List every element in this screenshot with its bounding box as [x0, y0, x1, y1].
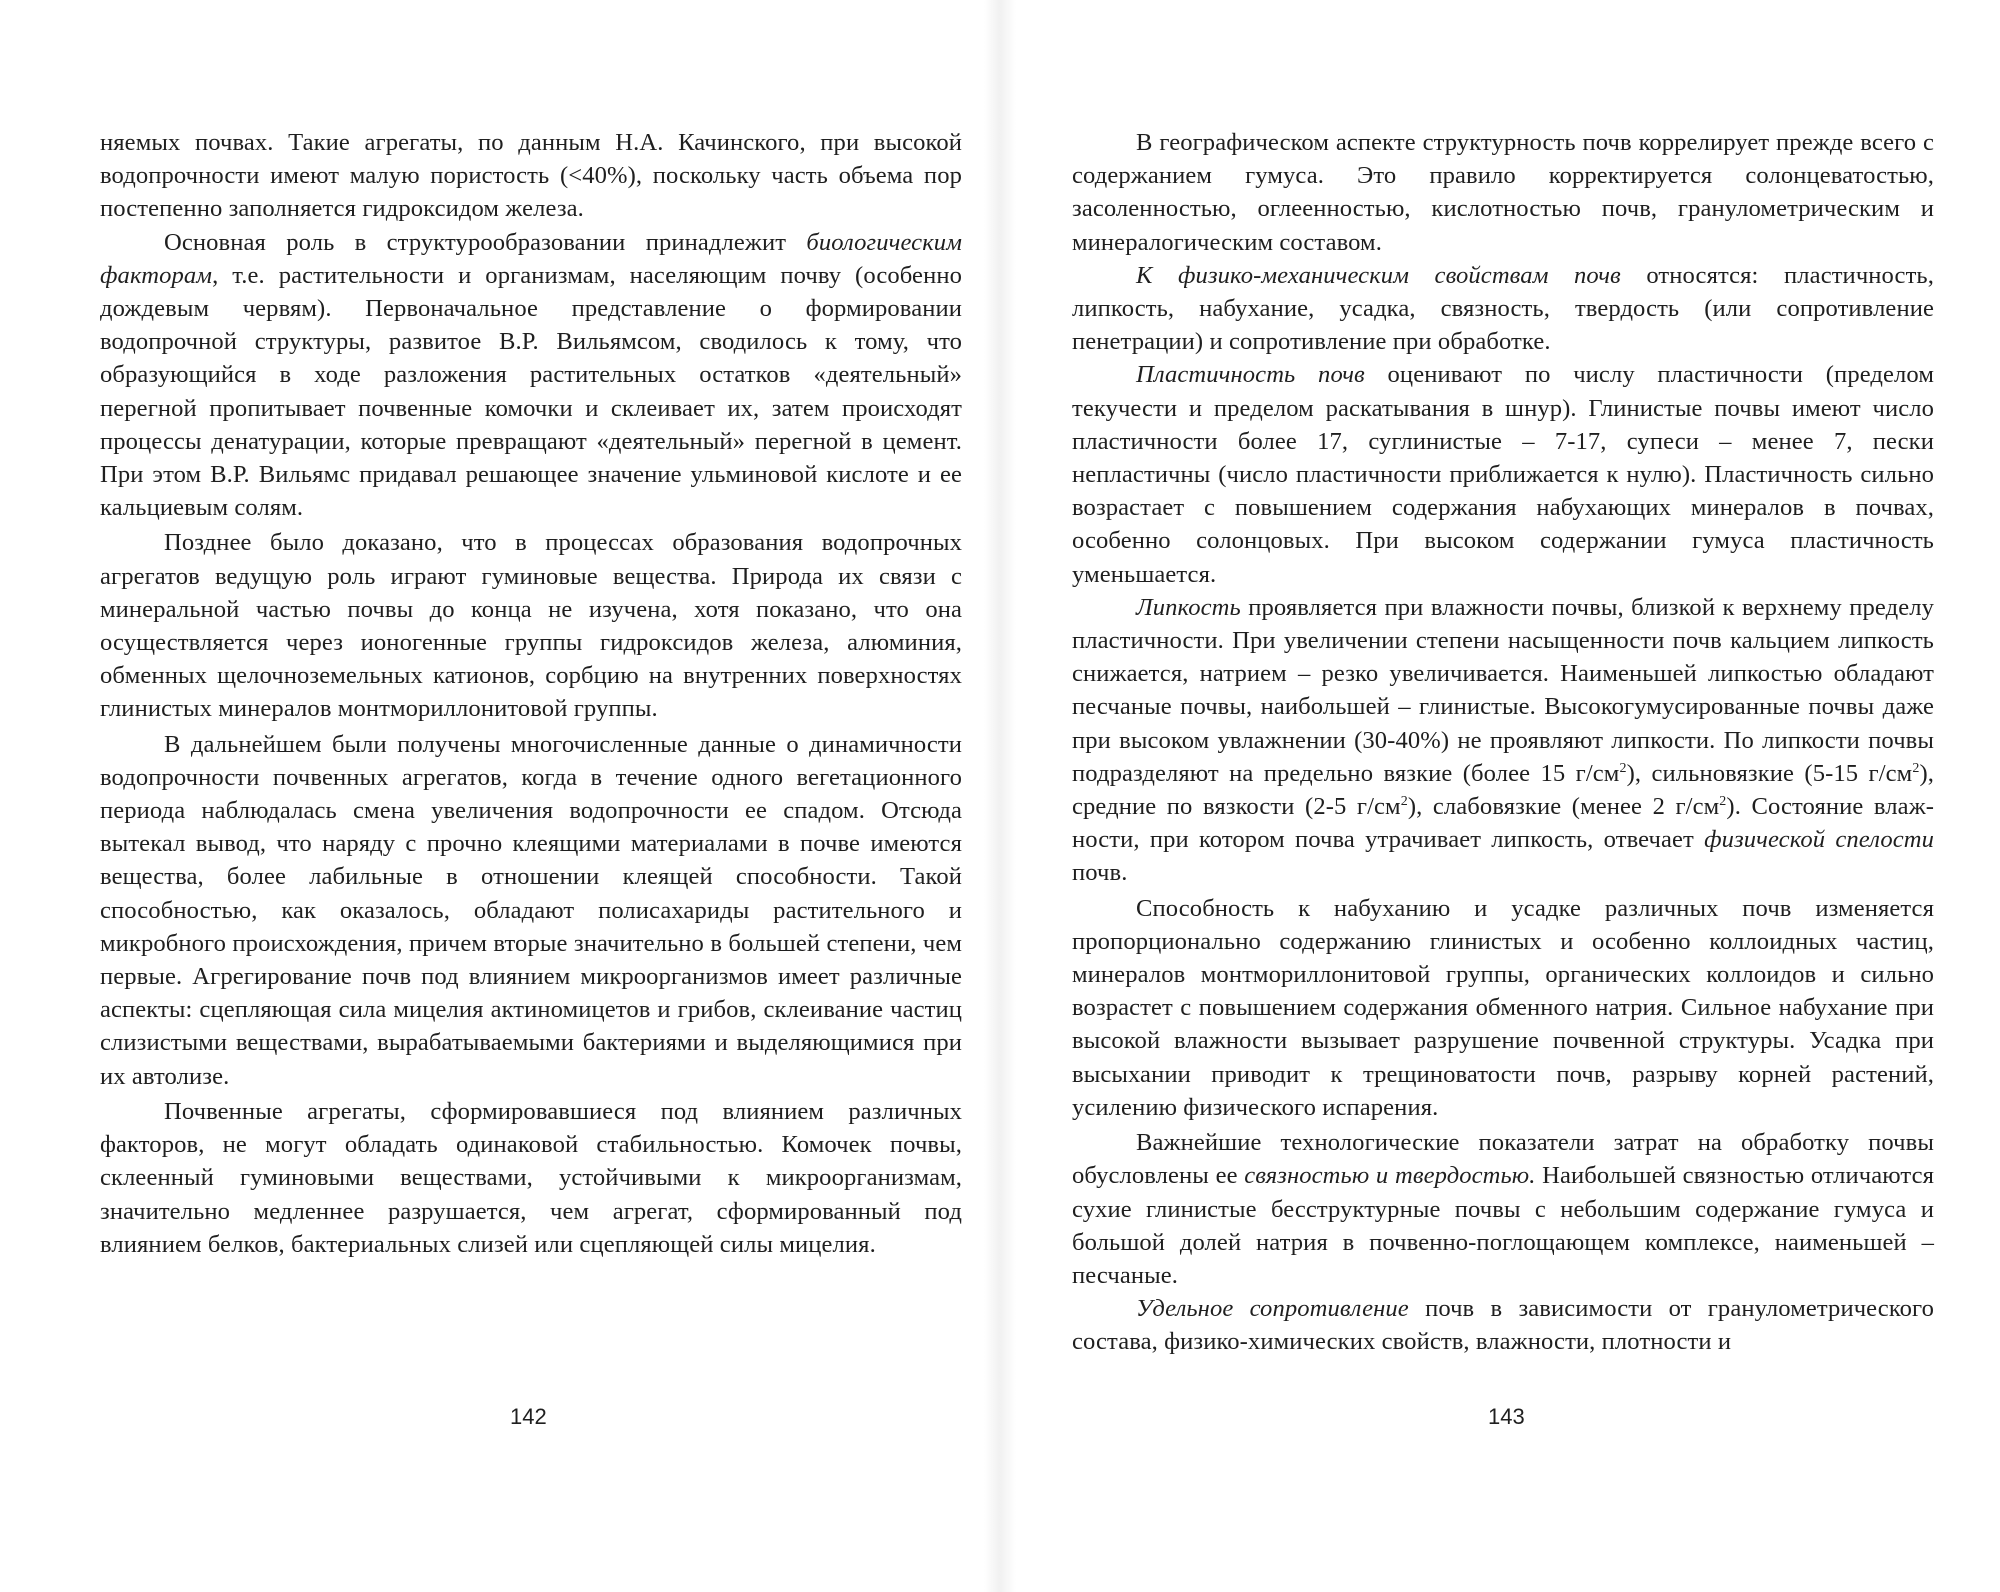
superscript: 2 [1400, 794, 1408, 810]
page-number-right: 143 [1488, 1404, 1525, 1429]
paragraph: Липкость проявляется при влажности почвы, близкой к верхнему пределу пластичности. При увеличении степени насыщенности почв кальцием липкость снижается, натрием – резко увеличивается. Наименьшей липкостью обладают песчаные почвы, наибольшей – глинистые. Высокогумусированные почвы даже при высоком увлажнении (30-40%) не проявляют липкости. По липкости почвы подразделяют на предельно вязкие (более 15 $г/см^2$), сильновязкие (5-15 $г/см^2$), средние по вязкости (2-5 $г/см^2$), слабовязкие (менее 2 $г/см^2$). Состояние влажности, при котором почва утрачивает липкость, отвечает физической спелости почв. [1072, 593, 1935, 887]
superscript: 2 [1619, 760, 1627, 776]
left-page-text [100, 126, 962, 1261]
emphasis: физической спелости [1704, 826, 1934, 854]
emphasis: биологическим факторам [100, 228, 962, 289]
emphasis: Пластичность почв [1136, 361, 1365, 389]
paragraph: Позднее было доказано, что в процессах образования водопрочных агрегатов ведущую роль играют гуминовые вещества. Природа их связи с минеральной частью почвы до конца не изучена, хотя показано, что она осуществляется через ионогенные группы гидроксидов железа, алюминия, обменных щелочноземельных катионов, сорбцию на внутренних поверхностях глинистых минералов монтмориллонитовой группы. [100, 529, 962, 723]
right-page [1072, 126, 1934, 1359]
paragraph: няемых почвах. Такие агрегаты, по данным Н.А. Качинского, при высокой водопрочности имеют малую пористость (<40%), поскольку часть объема пор постепенно заполняется гидроксидом железа. [100, 129, 962, 223]
paragraph: В географическом аспекте структурность почв коррелирует прежде всего с содержанием гумуса. Это правило корректируется солонцеватостью, засоленностью, оглеенностью, кислотностью почв, гранулометрическим и минералогическим составом. [1072, 129, 1934, 256]
paragraph: Основная роль в структурообразовании принадлежит биологическим факторам, т.е. растительности и организмам, населяющим почву (особенно дождевым червям). Первоначальное представление о формировании водопрочной структуры, развитое В.Р. Вильямсом, сводилось к тому, что образующийся в ходе разложения растительных остатков «деятельный» перегной пропитывает почвенные комочки и склеивает их, затем происходят процессы денатурации, которые превращают «деятельный» перегной в цемент. При этом В.Р. Вильямс придавал решающее значение ульминовой кислоте и ее кальциевым солям. [100, 228, 962, 522]
page-number-left: 142 [510, 1404, 547, 1429]
emphasis: связностью и твердостью. [1244, 1162, 1536, 1190]
paragraph: Почвенные агрегаты, сформировавшиеся под влиянием различных факторов, не могут обладать одинаковой стабильностью. Комочек почвы, склеенный гуминовыми веществами, устойчивыми к микроорганизмам, значительно медленнее разрушается, чем агрегат, сформированный под влиянием белков, бактериальных слизей или сцепляющей силы мицелия. [100, 1097, 962, 1258]
emphasis: Удельное сопротивление [1136, 1295, 1409, 1323]
superscript: 2 [1912, 760, 1920, 776]
superscript: 2 [1719, 794, 1727, 810]
paragraph: В дальнейшем были получены многочисленные данные о динамичности водопрочности почвенных агрегатов, когда в течение одного вегетационного периода наблюдалась смена увеличения водопрочности ее спадом. Отсюда вытекал вывод, что наряду с прочно клеящими материалами в почве имеются вещества, более лабильные в отношении клеящей способности. Такой способностью, как оказалось, обладают полисахариды растительного и микробного происхождения, причем вторые значительно в большей степени, чем первые. Агрегирование почв под влиянием микроорганизмов имеет различные аспекты: сцепляющая сила мицелия актиномицетов и грибов, склеивание частиц слизистыми веществами, вырабатываемыми бактериями и выделяющимися при их автолизе. [100, 730, 962, 1090]
right-page-text [1072, 126, 1934, 1359]
paragraph: Удельное сопротивление почв в зависимости от гранулометрического состава, физико-химических свойств, влажности, плотности и [1072, 1295, 1934, 1356]
paragraph: К физико-механическим свойствам почв относятся: пластичность, липкость, набухание, усадка, связность, твердость (или сопротивление пенетрации) и сопротивление при обработке. [1072, 261, 1934, 356]
paragraph: Пластичность почв оценивают по числу пластичности (пределом текучести и пределом раскатывания в шнур). Глинистые почвы имеют число пластичности более 17, суглинистые – 7-17, супеси – менее 7, пески непластичны (число пластичности приближается к нулю). Пластичность сильно возрастает с повышением содержания набухающих минералов в почвах, особенно солонцовых. При высоком содержании гумуса пластичность уменьшается. [1072, 361, 1934, 588]
paragraph: Важнейшие технологические показатели затрат на обработку почвы обусловлены ее связностью и твердостью. Наибольшей связностью отличаются сухие глинистые бесструктурные почвы с небольшим содержание гумуса и большой долей натрия в почвенно-поглощающем комплексе, наименьшей – песчаные. [1072, 1129, 1934, 1289]
emphasis: К физико-механическим свойствам почв [1136, 261, 1621, 289]
left-page [100, 126, 962, 1261]
paragraph: Способность к набуханию и усадке различных почв изменяется пропорционально содержанию глинистых и особенно коллоидных частиц, минералов монтмориллонитовой группы, органических коллоидов и сильно возрастет с повышением содержания обменного натрия. Сильное набухание при высокой влажности вызывает разрушение почвенной структуры. Усадка при высыхании приводит к трещиноватости почв, разрыву корней растений, усилению физического испарения. [1072, 894, 1934, 1121]
emphasis: Липкость [1136, 593, 1241, 621]
